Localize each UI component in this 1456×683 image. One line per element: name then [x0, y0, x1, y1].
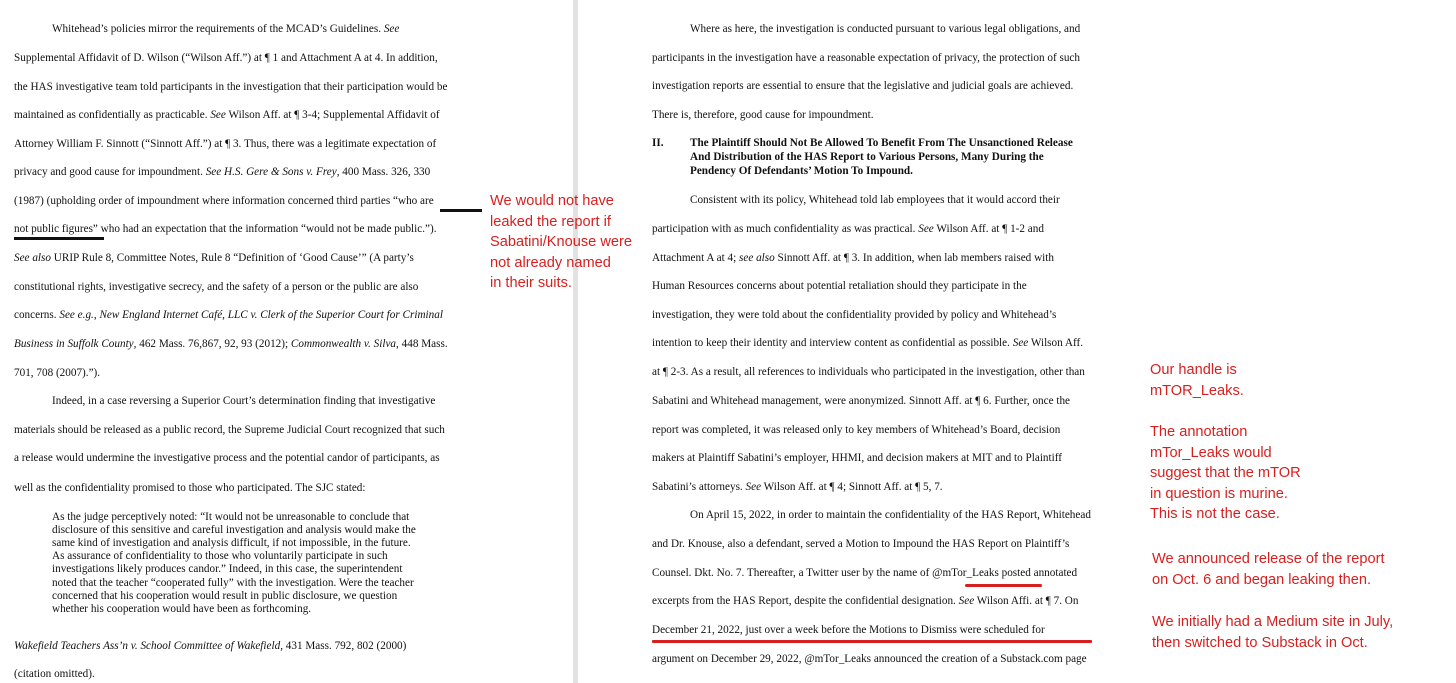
text-segment: not public figures” who had an expectation that the information “would not be made public.”). — [14, 223, 437, 235]
text-line — [652, 594, 1078, 608]
text-line — [14, 80, 447, 94]
text-segment: privacy and good cause for impoundment. — [14, 166, 206, 178]
text-segment: Wilson Affi. at ¶ 7. On — [974, 595, 1079, 607]
block-quote-line: investigations likely produces candor.” Indeed, in this case, the superintendent — [52, 563, 403, 576]
text-segment: (1987) (upholding order of impoundment where information concerned third parties “who are — [14, 195, 434, 207]
section-heading-line: The Plaintiff Should Not Be Allowed To Benefit From The Unsanctioned Release — [690, 137, 1073, 149]
block-quote-line: As assurance of confidentiality to those who voluntarily participate in such — [52, 550, 388, 563]
block-quote-line: As the judge perceptively noted: “It would not be unreasonable to conclude that — [52, 511, 410, 523]
block-quote-line: same kind of investigation and analysis difficult, if not impossible, in the future. — [52, 537, 411, 550]
text-segment: Sabatini’s attorneys. — [652, 481, 746, 493]
text-segment: 701, 708 (2007).”). — [14, 367, 101, 379]
underline-not-public-figures — [14, 237, 104, 240]
text-line — [14, 337, 448, 351]
text-segment: New England Internet Café, LLC v. Clerk of the Superior Court for Criminal — [99, 309, 443, 321]
text-segment: maintained as confidentially as practicable. — [14, 109, 211, 121]
text-line — [14, 251, 414, 265]
text-segment: participation with as much confidentiality as was practical. — [652, 223, 919, 235]
block-quote-line: concerned that his cooperation would result in public disclosure, we question — [52, 589, 398, 602]
text-segment: the HAS investigative team told participants in the investigation that their participation would be — [14, 81, 448, 93]
text-segment: Commonwealth v. Silva — [290, 338, 397, 350]
text-segment: Human Resources concerns about potential retaliation should they participate in the — [652, 280, 1027, 292]
text-segment: a release would undermine the investigative process and the potential candor of participants, as — [14, 452, 440, 464]
text-segment: See — [745, 481, 762, 493]
text-line — [14, 165, 430, 179]
text-line — [690, 193, 1060, 207]
text-segment: See e.g. — [59, 309, 94, 321]
text-line — [14, 222, 437, 236]
text-line — [14, 51, 438, 65]
text-segment: makers at Plaintiff Sabatini’s employer, HHMI, and decision makers at MIT and to Plaintiff — [652, 452, 1062, 464]
text-segment: , — [93, 309, 100, 321]
text-line — [14, 108, 440, 122]
text-line — [652, 423, 1060, 437]
text-line — [652, 451, 1062, 465]
text-line — [14, 366, 100, 380]
citation-end: (citation omitted). — [14, 668, 95, 680]
text-segment: Sabatini and Whitehead management, were anonymized. Sinnott Aff. at ¶ 6. Further, once the — [652, 395, 1071, 407]
text-segment: Sinnott Aff. at ¶ 3. In addition, when lab members raised with — [774, 252, 1054, 264]
text-line — [652, 652, 1087, 666]
block-quote-line: disclosure of this sensitive and careful investigation and analysis would make the — [52, 524, 416, 537]
text-segment: concerns. — [14, 309, 60, 321]
text-line — [652, 480, 943, 494]
text-segment: See — [210, 109, 226, 121]
text-line — [652, 251, 1054, 265]
underline-who-are — [440, 209, 482, 212]
text-segment: See — [383, 23, 400, 35]
section-heading-line: And Distribution of the HAS Report to Various Persons, Many During the — [690, 151, 1044, 163]
text-line — [652, 279, 1027, 293]
text-line — [14, 194, 434, 208]
text-segment: Counsel. Dkt. No. 7. Thereafter, a Twitter user by the name of @mTor_Leaks posted annotated — [652, 567, 1078, 579]
text-segment: intention to keep their identity and interview content as confidential as possible. — [652, 337, 1013, 349]
text-segment: at ¶ 2-3. As a result, all references to individuals who participated in the investigation, other than — [652, 366, 1085, 378]
annotation-note-medium: We initially had a Medium site in July, then switched to Substack in Oct. — [1152, 614, 1394, 651]
text-segment: , 448 Mass. — [396, 338, 448, 350]
text-line — [652, 365, 1085, 379]
page-divider — [573, 0, 578, 683]
text-line — [652, 222, 1044, 236]
annotation-note-murine: The annotation mTor_Leaks would suggest that the mTOR in question is murine. This is not the case. — [1150, 424, 1301, 523]
text-segment: Attorney William F. Sinnott (“Sinnott Aff.”) at ¶ 3. Thus, there was a legitimate expectation of — [14, 138, 437, 150]
text-line — [14, 423, 445, 437]
text-line: participants in the investigation have a reasonable expectation of privacy, the protection of such — [652, 52, 1080, 64]
text-segment: Supplemental Affidavit of D. Wilson (“Wilson Aff.”) at ¶ 1 and Attachment A at 4. In addition, — [14, 52, 438, 64]
text-segment: Wakefield Teachers Ass’n v. School Committee of Wakefield — [14, 640, 281, 652]
text-segment: materials should be released as a public record, the Supreme Judicial Court recognized that such — [14, 424, 445, 436]
text-line — [690, 508, 1091, 522]
text-line — [652, 623, 1045, 637]
text-segment: On April 15, 2022, in order to maintain the confidentiality of the HAS Report, Whitehead — [690, 509, 1091, 521]
text-line — [14, 639, 406, 653]
annotation-note-release: We announced release of the report on Oct. 6 and began leaking then. — [1152, 551, 1385, 588]
text-segment: excerpts from the HAS Report, despite the confidential designation. — [652, 595, 959, 607]
text-segment: See — [958, 595, 975, 607]
text-segment: report was completed, it was released only to key members of Whitehead’s Board, decision — [652, 424, 1061, 436]
text-segment: December 21, 2022, just over a week before the Motions to Dismiss were scheduled for — [652, 624, 1045, 636]
text-line — [52, 394, 435, 408]
text-line — [14, 481, 366, 495]
underline-december-date — [652, 640, 1092, 643]
block-quote-line: whether his cooperation would have been as forthcoming. — [52, 602, 312, 615]
text-segment: Wilson Aff. at ¶ 3-4; Supplemental Affidavit of — [225, 109, 440, 121]
block-quote-line: noted that the teacher “cooperated fully” with the investigation. Were the teacher — [52, 576, 414, 589]
text-segment: Wilson Aff. at ¶ 1-2 and — [933, 223, 1044, 235]
text-segment: Indeed, in a case reversing a Superior Court’s determination finding that investigative — [52, 395, 436, 407]
text-line — [652, 537, 1069, 551]
text-segment: , 400 Mass. 326, 330 — [336, 166, 431, 178]
text-segment: Business in Suffolk County — [14, 338, 134, 350]
text-line — [652, 308, 1056, 322]
text-segment: well as the confidentiality promised to those who participated. The SJC stated: — [14, 482, 366, 494]
text-segment: Whitehead’s policies mirror the requirements of the MCAD’s Guidelines. — [52, 23, 384, 35]
text-line — [652, 566, 1077, 580]
text-segment: , 462 Mass. 76,867, 92, 93 (2012); — [133, 338, 291, 350]
annotation-note-handle: Our handle is mTOR_Leaks. — [1150, 362, 1244, 399]
text-segment: Consistent with its policy, Whitehead told lab employees that it would accord their — [690, 194, 1060, 206]
text-line — [14, 280, 418, 294]
text-segment: argument on December 29, 2022, @mTor_Leaks announced the creation of a Substack.com page — [652, 653, 1087, 665]
text-segment: URIP Rule 8, Committee Notes, Rule 8 “Definition of ‘Good Cause’” (A party’s — [50, 252, 414, 264]
text-line — [652, 394, 1070, 408]
annotation-note-left: We would not have leaked the report if Sabatini/Knouse were not already named in their suits. — [490, 193, 632, 292]
text-line — [652, 336, 1083, 350]
text-segment: Wilson Aff. at ¶ 4; Sinnott Aff. at ¶ 5, 7. — [761, 481, 943, 493]
underline-handle — [965, 584, 1042, 587]
text-segment: See H.S. Gere & Sons v. Frey — [205, 166, 337, 178]
text-line: Where as here, the investigation is conducted pursuant to various legal obligations, and — [690, 23, 1081, 35]
text-segment: constitutional rights, investigative secrecy, and the safety of a person or the public are also — [14, 281, 419, 293]
text-segment: See — [1012, 337, 1029, 349]
section-heading-line: Pendency Of Defendants’ Motion To Impound. — [690, 165, 913, 177]
text-segment: see also — [739, 252, 775, 264]
text-segment: Wilson Aff. — [1028, 337, 1084, 349]
section-heading-number: II. — [652, 137, 664, 149]
text-segment: See — [918, 223, 934, 235]
text-segment: investigation, they were told about the confidentiality provided by policy and Whitehead’s — [652, 309, 1057, 321]
text-segment: Attachment A at 4; — [652, 252, 739, 264]
text-line — [14, 451, 440, 465]
text-line — [52, 22, 399, 36]
text-segment: and Dr. Knouse, also a defendant, served a Motion to Impound the HAS Report on Plaintiff’s — [652, 538, 1070, 550]
text-line: There is, therefore, good cause for impoundment. — [652, 109, 874, 121]
text-line: investigation reports are essential to ensure that the legislative and judicial goals are achieved. — [652, 80, 1074, 92]
text-line — [14, 137, 436, 151]
text-segment: , 431 Mass. 792, 802 (2000) — [280, 640, 407, 652]
text-line — [14, 308, 443, 322]
text-segment: See also — [14, 252, 51, 264]
